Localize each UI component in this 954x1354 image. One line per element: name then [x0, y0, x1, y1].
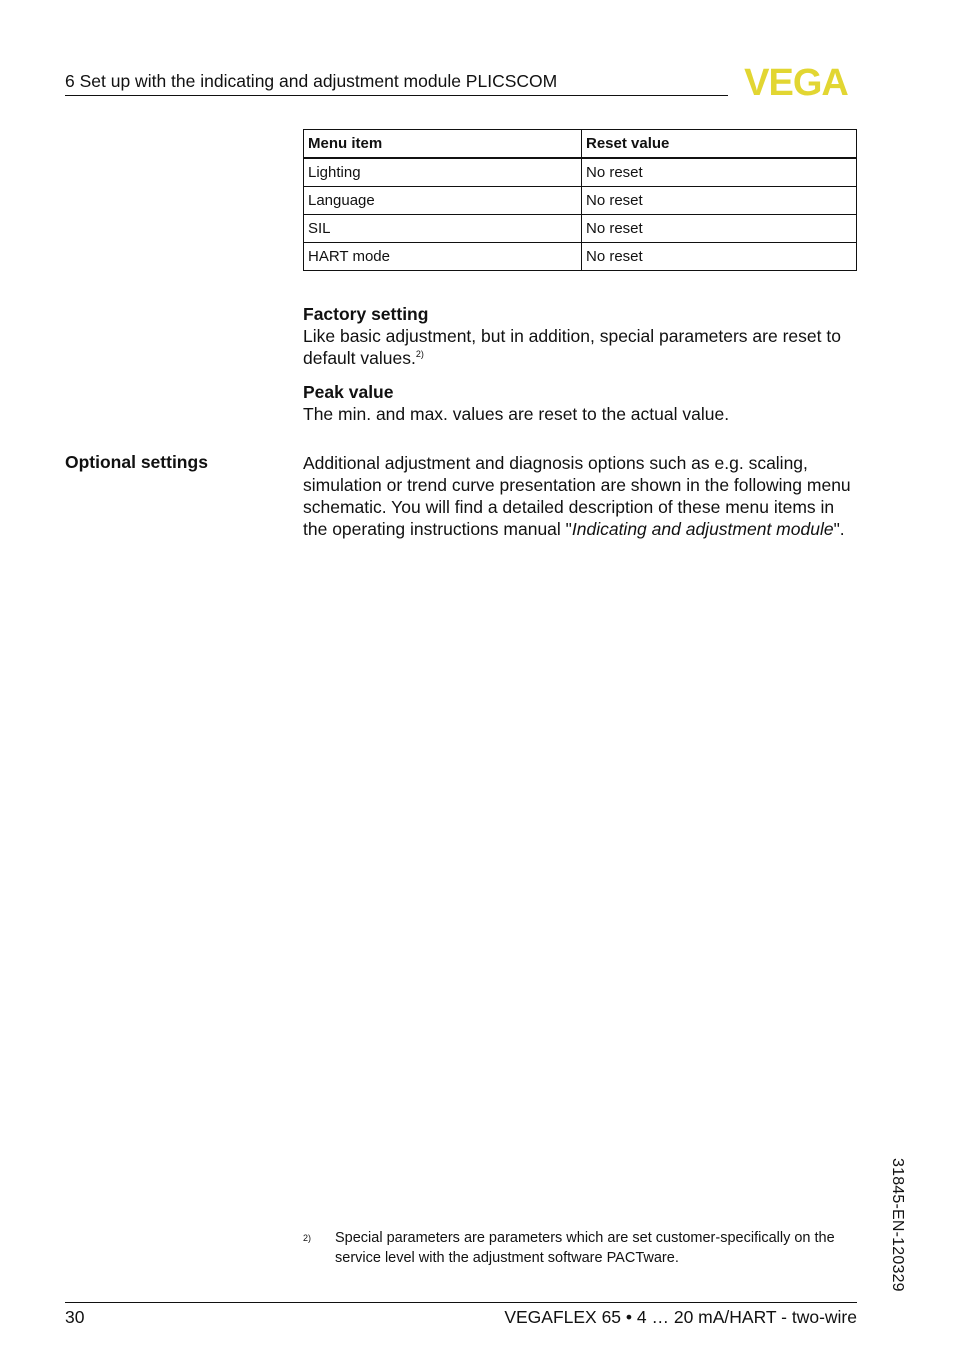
- column-header-menu-item: Menu item: [304, 130, 582, 159]
- table-row: [304, 187, 857, 215]
- optional-settings-text-start: Additional adjustment and diagnosis options such as e.g. scaling, simulation or trend curve presentation are shown in the following menu schematic. You will find a detailed description of these menu items in the operating instructions manual ": [303, 453, 851, 539]
- header-divider: [65, 95, 728, 96]
- footnote-reference: 2): [415, 349, 424, 360]
- table-row: [304, 243, 857, 271]
- table-row: [304, 158, 857, 187]
- footnote-text: Special parameters are parameters which are set customer-specifically on the service level with the adjustment software PACTware.: [335, 1230, 835, 1266]
- table-cell-reset-value: No reset: [582, 243, 857, 271]
- column-header-reset-value: Reset value: [582, 130, 857, 159]
- factory-setting-section: [303, 303, 859, 369]
- optional-settings-text: [303, 452, 859, 540]
- table-cell-menu-item: Lighting: [304, 158, 582, 187]
- table-cell-reset-value: No reset: [582, 187, 857, 215]
- page-number: 30: [65, 1307, 85, 1327]
- footer-product-name: VEGAFLEX 65 • 4 … 20 mA/HART - two-wire: [504, 1307, 857, 1327]
- reset-values-table: [303, 129, 857, 271]
- factory-setting-text: [303, 325, 859, 369]
- factory-setting-body: Like basic adjustment, but in addition, special parameters are reset to default values.: [303, 326, 841, 368]
- table-cell-menu-item: SIL: [304, 215, 582, 243]
- factory-setting-heading: Factory setting: [303, 304, 429, 324]
- table-cell-menu-item: HART mode: [304, 243, 582, 271]
- vega-logo-text: VEGA: [744, 66, 848, 97]
- document-id: 31845-EN-120329: [889, 1158, 906, 1292]
- optional-settings-label: Optional settings: [65, 452, 208, 472]
- page-header-title: 6 Set up with the indicating and adjustment module PLICSCOM: [65, 71, 558, 91]
- table-cell-reset-value: No reset: [582, 158, 857, 187]
- manual-title: Indicating and adjustment module: [571, 519, 834, 539]
- vega-logo: [735, 66, 857, 97]
- footer-divider: [65, 1302, 857, 1303]
- peak-value-heading: Peak value: [303, 382, 394, 402]
- table-cell-reset-value: No reset: [582, 215, 857, 243]
- optional-settings-text-end: ".: [833, 519, 845, 539]
- peak-value-text: The min. and max. values are reset to the actual value.: [303, 404, 730, 424]
- peak-value-section: [303, 381, 859, 425]
- footnote: [303, 1229, 857, 1268]
- table-row: [304, 215, 857, 243]
- table-cell-menu-item: Language: [304, 187, 582, 215]
- footnote-mark: 2): [303, 1233, 312, 1243]
- table-header-row: [304, 130, 857, 159]
- optional-settings-section: [303, 452, 859, 540]
